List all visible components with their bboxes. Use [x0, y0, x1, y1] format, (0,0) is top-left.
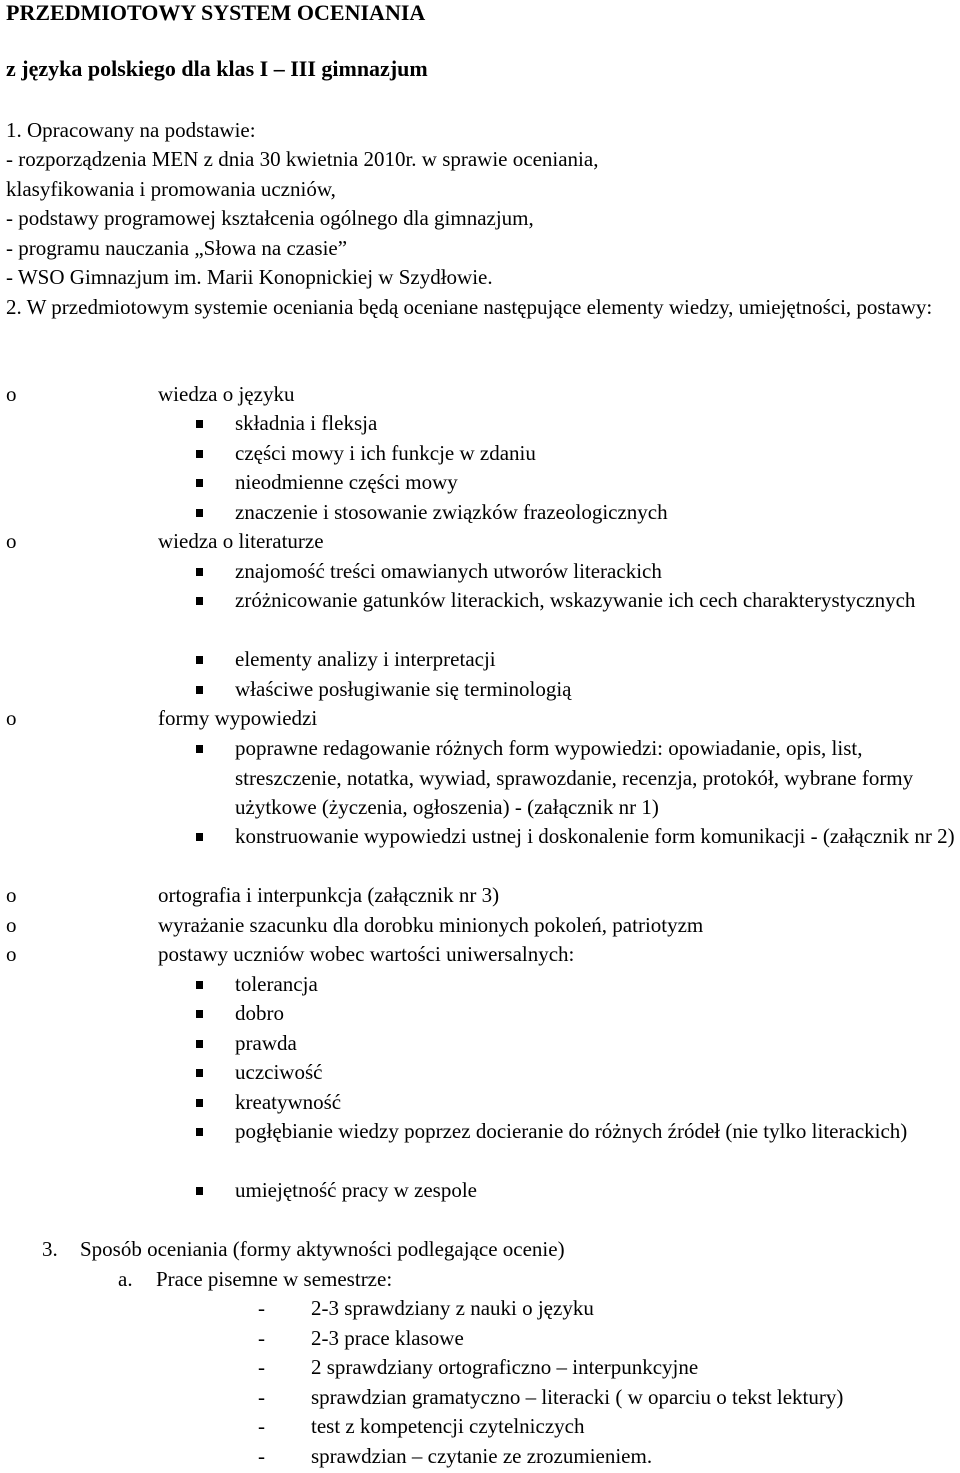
dash-item: - 2 sprawdziany ortograficzno – interpunkcyjne	[258, 1353, 698, 1383]
square-bullet-icon	[196, 833, 203, 841]
dash-marker: -	[258, 1326, 265, 1350]
circle-bullet-icon: o	[6, 913, 17, 937]
section3-number: 3.	[42, 1237, 58, 1261]
group-label: wiedza o literaturze	[158, 529, 324, 553]
dash-marker: -	[258, 1355, 265, 1379]
circle-bullet-icon: o	[6, 883, 17, 907]
circle-bullet-icon: o	[6, 706, 17, 730]
group-label: postawy uczniów wobec wartości uniwersalnych:	[158, 942, 575, 966]
square-bullet-icon	[196, 1099, 203, 1107]
dash-item: - sprawdzian – czytanie ze zrozumieniem.	[258, 1442, 652, 1472]
square-bullet-icon	[196, 450, 203, 458]
square-bullet-icon	[196, 420, 203, 428]
section1-heading: 1. Opracowany na podstawie:	[6, 118, 256, 142]
section3a-heading	[118, 1265, 392, 1295]
square-bullet-icon	[196, 1128, 203, 1136]
document-subtitle: z języka polskiego dla klas I – III gimnazjum	[6, 56, 428, 81]
square-bullet-icon	[196, 509, 203, 517]
section1-line: - programu nauczania „Słowa na czasie”	[6, 236, 348, 260]
group-label: ortografia i interpunkcja (załącznik nr 3)	[158, 883, 500, 907]
group-label: wiedza o języku	[158, 382, 295, 406]
document-title: PRZEDMIOTOWY SYSTEM OCENIANIA	[6, 0, 426, 25]
circle-bullet-icon: o	[6, 382, 17, 406]
square-bullet-icon	[196, 1010, 203, 1018]
square-bullet-icon	[196, 1040, 203, 1048]
dash-item: - 2-3 sprawdziany z nauki o języku	[258, 1294, 594, 1324]
circle-bullet-icon: o	[6, 942, 17, 966]
dash-marker: -	[258, 1444, 265, 1468]
square-bullet-icon	[196, 656, 203, 664]
dash-item: - test z kompetencji czytelniczych	[258, 1412, 584, 1442]
square-bullet-icon	[196, 745, 203, 753]
dash-marker: -	[258, 1414, 265, 1438]
section3-heading-text: Sposób oceniania (formy aktywności podlegające ocenie)	[80, 1237, 565, 1261]
section1-line: - podstawy programowej kształcenia ogólnego dla gimnazjum,	[6, 206, 534, 230]
section3a-letter: a.	[118, 1267, 133, 1291]
section1-line: klasyfikowania i promowania uczniów,	[6, 177, 336, 201]
group-label: formy wypowiedzi	[158, 706, 318, 730]
group-label: wyrażanie szacunku dla dorobku minionych pokoleń, patriotyzm	[158, 913, 704, 937]
dash-item: - sprawdzian gramatyczno – literacki ( w oparciu o tekst lektury)	[258, 1383, 843, 1413]
square-bullet-icon	[196, 1187, 203, 1195]
section1-line: - rozporządzenia MEN z dnia 30 kwietnia 2010r. w sprawie oceniania,	[6, 147, 599, 171]
dash-marker: -	[258, 1296, 265, 1320]
section1-line: - WSO Gimnazjum im. Marii Konopnickiej w Szydłowie.	[6, 265, 493, 289]
section3a-heading-text: Prace pisemne w semestrze:	[156, 1267, 393, 1291]
square-bullet-icon	[196, 1069, 203, 1077]
square-bullet-icon	[196, 597, 203, 605]
section2-intro: 2. W przedmiotowym systemie oceniania będą oceniane następujące elementy wiedzy, umiejętności, postawy:	[6, 295, 933, 319]
square-bullet-icon	[196, 479, 203, 487]
dash-item: - 2-3 prace klasowe	[258, 1324, 464, 1354]
square-bullet-icon	[196, 686, 203, 694]
square-bullet-icon	[196, 981, 203, 989]
dash-marker: -	[258, 1385, 265, 1409]
section3-heading	[42, 1235, 565, 1265]
circle-bullet-icon: o	[6, 529, 17, 553]
square-bullet-icon	[196, 568, 203, 576]
